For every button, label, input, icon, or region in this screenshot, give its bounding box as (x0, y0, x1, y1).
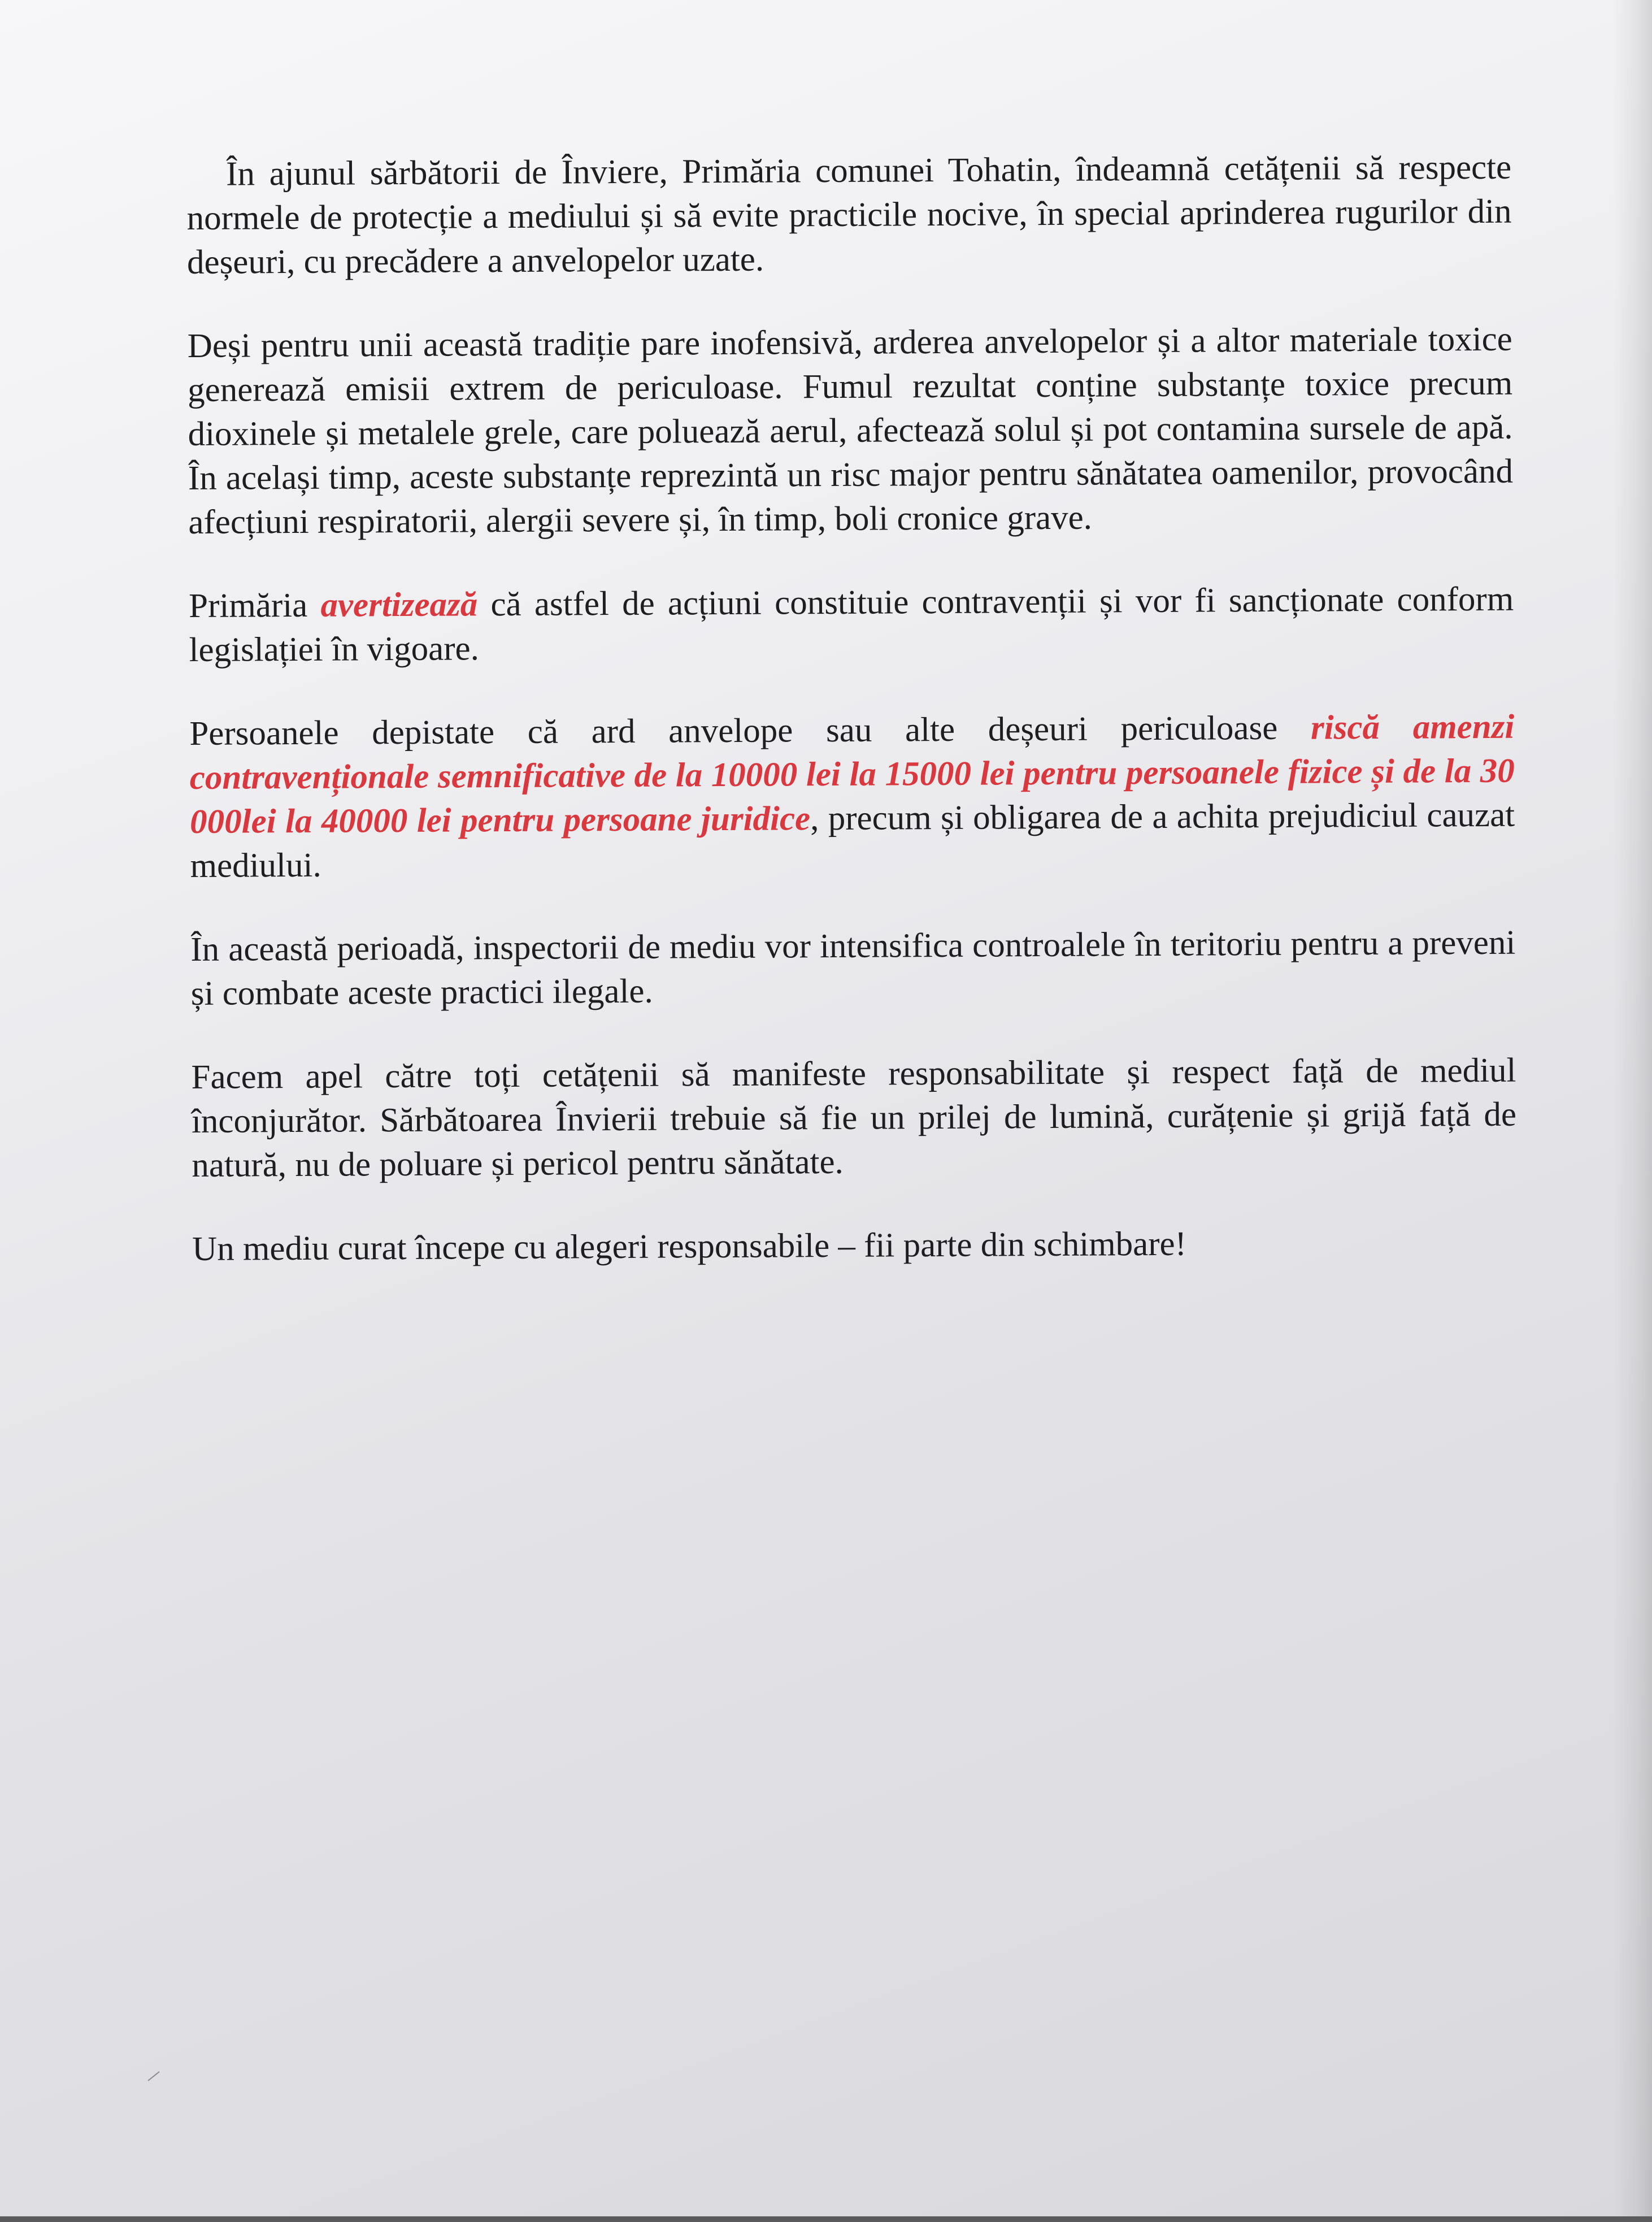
paragraph-warning (189, 578, 1514, 672)
paragraph-text: Persoanele depistate că ard anvelope sau alte deșeuri periculoase (189, 709, 1311, 753)
paragraph-text: Primăria (189, 586, 321, 625)
paragraph-appeal (191, 1049, 1516, 1188)
paragraph-text: Facem apel către toți cetățenii să manifeste responsabilitate și respect față de mediul înconjurător. Sărbătoarea Învierii trebuie să fie un prilej de lumină, curățenie și grijă față de natură, nu de poluare și pericol pentru sănătate. (191, 1051, 1517, 1184)
page-bottom-edge (0, 2216, 1652, 2222)
pen-mark-icon (146, 2068, 163, 2085)
page-shadow (1612, 0, 1652, 2222)
paragraph-text: Deși pentru unii această tradiție pare inofensivă, arderea anvelopelor și a altor materiale toxice generează emisii extrem de periculoase. Fumul rezultat conține substanțe toxice precum dioxinele și metalele grele, care poluează aerul, afectează solul și pot contamina sursele de apă. În același timp, aceste substanțe reprezintă un risc major pentru sănătatea oamenilor, provocând afecțiuni respiratorii, alergii severe și, în timp, boli cronice grave. (187, 320, 1514, 541)
paragraph-text: În această perioadă, inspectorii de mediu vor intensifica controalele în teritoriu pentru a preveni și combate aceste practici ilegale. (190, 923, 1516, 1013)
paragraph-intro (186, 146, 1512, 285)
highlight-fines: riscă amenzi contravenționale semnificative de la 10000 lei la 15000 lei pentru persoanele fizice și de la 30 000lei la 40000 lei pentru persoane juridice (189, 708, 1515, 841)
paragraph-inspections (190, 921, 1516, 1016)
paragraph-text: În ajunul sărbătorii de Înviere, Primăria comunei Tohatin, îndeamnă cetățenii să respecte normele de protecție a mediului și să evite practicile nocive, în special aprinderea rugurilor din deșeuri, cu precădere a anvelopelor uzate. (186, 148, 1512, 281)
highlight-warning: avertizează (320, 585, 478, 624)
paragraph-health-risks (188, 318, 1514, 545)
announcement-body (186, 146, 1518, 1311)
paragraph-text: Un mediu curat începe cu alegeri responsabile – fii parte din schimbare! (192, 1225, 1187, 1268)
paragraph-closing (192, 1221, 1517, 1271)
paragraph-fines (189, 705, 1515, 888)
paragraph-text: că astfel de acțiuni constituie contravenții și vor fi sancționate conform legislației în vigoare. (189, 580, 1514, 669)
paragraph-text: , precum și obligarea de a achita prejudiciul cauzat mediului. (190, 796, 1515, 885)
